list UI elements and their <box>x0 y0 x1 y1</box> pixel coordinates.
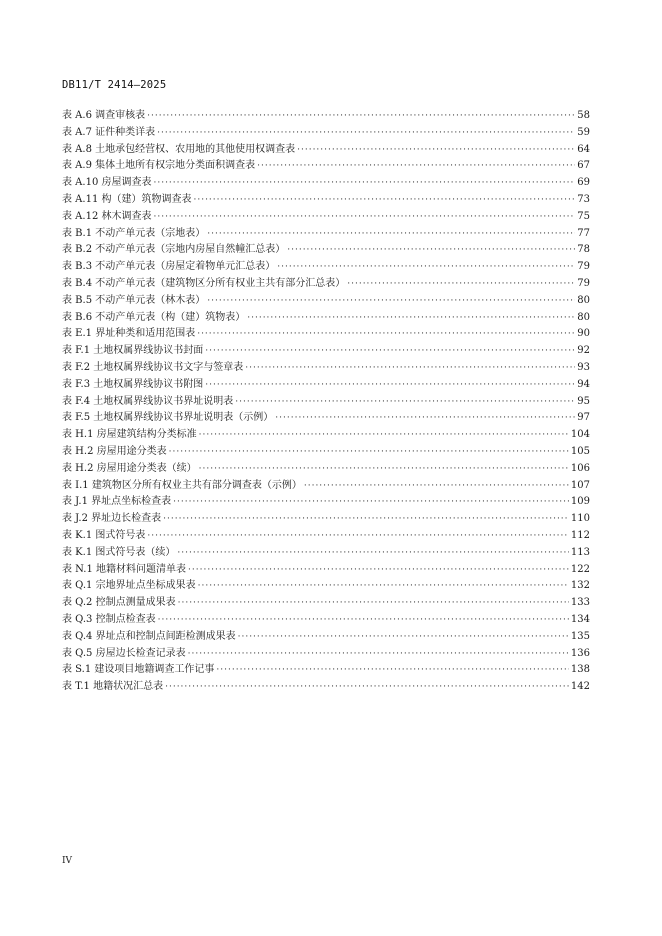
toc-entry-label: 表 A.10 房屋调查表 <box>62 177 152 189</box>
toc-entry-page: 105 <box>570 445 590 457</box>
toc-entry-label: 表 J.1 界址点坐标检查表 <box>62 496 172 508</box>
toc-entry-page: 58 <box>577 110 590 121</box>
toc-entry-page: 112 <box>570 529 590 541</box>
toc-dot-leader <box>188 646 569 663</box>
toc-entry-label: 表 Q.2 控制点测量成果表 <box>62 597 176 609</box>
toc-entry-page: 93 <box>577 361 590 373</box>
toc-entry-label: 表 F.2 土地权属界线协议书文字与签章表 <box>62 361 244 373</box>
toc-dot-leader <box>198 578 569 595</box>
toc-entry-label: 表 B.6 不动产单元表（构（建）筑物表） <box>62 311 246 323</box>
table-of-contents <box>62 108 590 696</box>
toc-entry-label: 表 S.1 建设项目地籍调查工作记事 <box>62 664 215 676</box>
toc-dot-leader <box>216 662 569 679</box>
toc-entry[interactable] <box>62 612 590 629</box>
toc-dot-leader <box>173 494 569 511</box>
toc-entry-label: 表 K.1 图式符号表（续） <box>62 546 176 558</box>
toc-entry[interactable] <box>62 158 590 175</box>
toc-entry[interactable] <box>62 326 590 343</box>
toc-entry-label: 表 K.1 图式符号表 <box>62 529 146 541</box>
toc-dot-leader <box>207 226 575 243</box>
toc-entry-label: 表 E.1 界址种类和适用范围表 <box>62 328 196 340</box>
toc-entry-label: 表 B.3 不动产单元表（房屋定着物单元汇总表） <box>62 261 276 273</box>
toc-dot-leader <box>207 293 575 310</box>
toc-entry-page: 78 <box>577 244 590 256</box>
toc-entry-page: 92 <box>577 345 590 357</box>
toc-entry-page: 67 <box>577 160 590 172</box>
toc-dot-leader <box>193 192 575 209</box>
toc-entry-label: 表 H.1 房屋建筑结构分类标准 <box>62 429 197 441</box>
toc-entry-label: 表 F.3 土地权属界线协议书附图 <box>62 378 204 390</box>
toc-entry[interactable] <box>62 528 590 545</box>
toc-entry-label: 表 A.11 构（建）筑物调查表 <box>62 193 192 205</box>
toc-entry-page: 64 <box>577 143 590 155</box>
toc-dot-leader <box>178 595 569 612</box>
toc-entry-label: 表 H.2 房屋用途分类表（续） <box>62 462 197 474</box>
toc-dot-leader <box>177 545 569 562</box>
toc-entry[interactable] <box>62 293 590 310</box>
toc-dot-leader <box>147 108 575 125</box>
toc-entry-page: 135 <box>570 630 590 642</box>
toc-dot-leader <box>287 242 575 259</box>
toc-dot-leader <box>163 511 569 528</box>
toc-entry-label: 表 B.5 不动产单元表（林木表） <box>62 294 206 306</box>
toc-entry[interactable] <box>62 394 590 411</box>
toc-entry-page: 90 <box>577 328 590 340</box>
toc-entry[interactable] <box>62 192 590 209</box>
toc-entry[interactable] <box>62 108 590 125</box>
toc-dot-leader <box>199 427 569 444</box>
toc-entry-page: 77 <box>577 227 590 239</box>
toc-entry-page: 69 <box>577 177 590 189</box>
toc-entry[interactable] <box>62 662 590 679</box>
toc-entry-page: 106 <box>570 462 590 474</box>
toc-entry-page: 80 <box>577 294 590 306</box>
toc-entry[interactable] <box>62 595 590 612</box>
toc-entry[interactable] <box>62 360 590 377</box>
toc-entry-page: 79 <box>577 277 590 289</box>
toc-entry-label: 表 A.7 证件种类详表 <box>62 126 156 138</box>
toc-entry-label: 表 Q.4 界址点和控制点间距检测成果表 <box>62 630 236 642</box>
toc-entry-label: 表 Q.1 宗地界址点坐标成果表 <box>62 580 196 592</box>
toc-entry[interactable] <box>62 478 590 495</box>
toc-entry[interactable] <box>62 461 590 478</box>
toc-dot-leader <box>169 444 569 461</box>
toc-entry-page: 136 <box>570 647 590 659</box>
toc-entry-page: 107 <box>570 479 590 491</box>
toc-entry-page: 73 <box>577 193 590 205</box>
toc-dot-leader <box>277 259 575 276</box>
toc-dot-leader <box>158 612 569 629</box>
toc-dot-leader <box>197 326 575 343</box>
toc-entry[interactable] <box>62 310 590 327</box>
toc-entry-page: 97 <box>577 412 590 424</box>
toc-entry-label: 表 N.1 地籍材料问题清单表 <box>62 563 187 575</box>
toc-dot-leader <box>147 528 569 545</box>
toc-entry-page: 79 <box>577 261 590 273</box>
toc-entry[interactable] <box>62 226 590 243</box>
toc-entry[interactable] <box>62 125 590 142</box>
toc-entry-page: 132 <box>570 580 590 592</box>
toc-entry[interactable] <box>62 259 590 276</box>
toc-entry-page: 94 <box>577 378 590 390</box>
toc-entry-label: 表 Q.5 房屋边长检查记录表 <box>62 647 186 659</box>
toc-dot-leader <box>247 310 575 327</box>
toc-dot-leader <box>297 142 575 159</box>
toc-entry[interactable] <box>62 545 590 562</box>
toc-dot-leader <box>199 461 569 478</box>
toc-entry-label: 表 F.1 土地权属界线协议书封面 <box>62 345 204 357</box>
toc-dot-leader <box>205 377 575 394</box>
page-number: IV <box>62 856 73 866</box>
toc-entry-label: 表 T.1 地籍状况汇总表 <box>62 681 164 693</box>
toc-entry[interactable] <box>62 142 590 159</box>
toc-entry-page: 104 <box>570 429 590 441</box>
toc-entry[interactable] <box>62 410 590 427</box>
toc-entry-page: 122 <box>570 563 590 575</box>
toc-dot-leader <box>188 562 569 579</box>
toc-dot-leader <box>304 478 569 495</box>
toc-entry-label: 表 F.4 土地权属界线协议书界址说明表 <box>62 395 234 407</box>
toc-dot-leader <box>238 629 569 646</box>
toc-entry-label: 表 B.2 不动产单元表（宗地内房屋自然幢汇总表） <box>62 244 286 256</box>
toc-entry-label: 表 B.1 不动产单元表（宗地表） <box>62 227 206 239</box>
toc-dot-leader <box>257 158 575 175</box>
toc-entry[interactable] <box>62 494 590 511</box>
document-code: DB11/T 2414—2025 <box>62 79 167 91</box>
toc-entry-page: 134 <box>570 613 590 625</box>
toc-entry-page: 109 <box>570 496 590 508</box>
toc-dot-leader <box>275 410 575 427</box>
toc-entry-page: 142 <box>570 681 590 693</box>
toc-entry-page: 95 <box>577 395 590 407</box>
toc-entry-label: 表 A.6 调查审核表 <box>62 110 146 121</box>
toc-entry[interactable] <box>62 377 590 394</box>
toc-dot-leader <box>153 175 575 192</box>
toc-entry[interactable] <box>62 427 590 444</box>
toc-entry[interactable] <box>62 343 590 360</box>
toc-entry-label: 表 A.9 集体土地所有权宗地分类面积调查表 <box>62 160 256 172</box>
toc-entry-page: 110 <box>570 513 590 525</box>
toc-entry[interactable] <box>62 175 590 192</box>
toc-entry-page: 113 <box>570 546 590 558</box>
toc-entry[interactable] <box>62 511 590 528</box>
toc-entry[interactable] <box>62 562 590 579</box>
toc-dot-leader <box>245 360 575 377</box>
toc-entry-label: 表 J.2 界址边长检查表 <box>62 513 162 525</box>
toc-entry[interactable] <box>62 242 590 259</box>
toc-entry[interactable] <box>62 679 590 696</box>
toc-entry-label: 表 B.4 不动产单元表（建筑物区分所有权业主共有部分汇总表） <box>62 277 346 289</box>
toc-entry-page: 59 <box>577 126 590 138</box>
toc-entry-page: 138 <box>570 664 590 676</box>
toc-entry[interactable] <box>62 209 590 226</box>
toc-entry-label: 表 I.1 建筑物区分所有权业主共有部分调查表（示例） <box>62 479 302 491</box>
toc-dot-leader <box>165 679 569 696</box>
toc-entry[interactable] <box>62 646 590 663</box>
toc-dot-leader <box>157 125 575 142</box>
toc-dot-leader <box>235 394 575 411</box>
toc-dot-leader <box>347 276 575 293</box>
toc-entry-page: 75 <box>577 210 590 222</box>
toc-entry-label: 表 A.12 林木调查表 <box>62 210 152 222</box>
toc-dot-leader <box>153 209 575 226</box>
toc-entry[interactable] <box>62 444 590 461</box>
toc-entry-label: 表 A.8 土地承包经营权、农用地的其他使用权调查表 <box>62 143 296 155</box>
toc-entry[interactable] <box>62 276 590 293</box>
toc-entry-label: 表 H.2 房屋用途分类表 <box>62 445 167 457</box>
toc-entry-label: 表 F.5 土地权属界线协议书界址说明表（示例） <box>62 412 274 424</box>
toc-entry-page: 80 <box>577 311 590 323</box>
toc-entry[interactable] <box>62 629 590 646</box>
toc-dot-leader <box>205 343 575 360</box>
toc-entry[interactable] <box>62 578 590 595</box>
toc-entry-label: 表 Q.3 控制点检查表 <box>62 613 156 625</box>
toc-entry-page: 133 <box>570 597 590 609</box>
